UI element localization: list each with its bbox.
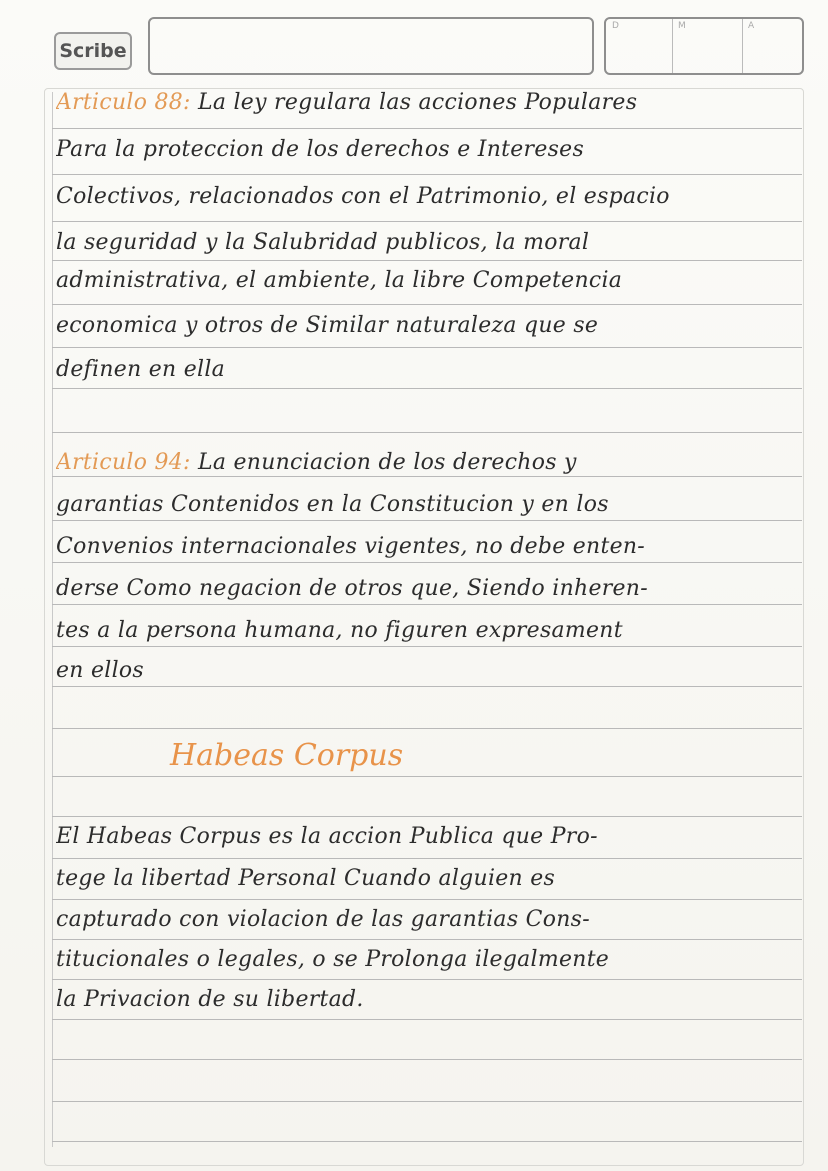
article-88-line-5: administrativa, el ambiente, la libre Competencia [56, 268, 623, 293]
ruled-line [52, 1101, 802, 1102]
date-month-label: M [678, 21, 686, 31]
ruled-line [52, 1059, 802, 1060]
article-94-text: La enunciacion de los derechos y [197, 450, 577, 475]
article-88-line-2: Para la proteccion de los derechos e Intereses [56, 137, 585, 162]
date-year-label: A [748, 21, 755, 31]
ruled-line [52, 128, 802, 129]
habeas-line-4: titucionales o legales, o se Prolonga ilegalmente [56, 947, 610, 972]
ruled-line [52, 728, 802, 729]
habeas-line-5: la Privacion de su libertad. [56, 987, 364, 1012]
ruled-line [52, 979, 802, 980]
habeas-line-3: capturado con violacion de las garantias Cons- [56, 907, 590, 932]
article-94-line-6: en ellos [56, 658, 144, 683]
date-divider [672, 19, 673, 73]
article-88-line-4: la seguridad y la Salubridad publicos, la moral [56, 230, 590, 255]
ruled-line [52, 816, 802, 817]
article-88-line-6: economica y otros de Similar naturaleza que se [56, 313, 599, 338]
article-94-line-3: Convenios internacionales vigentes, no debe enten- [56, 534, 646, 559]
article-94-line-4: derse Como negacion de otros que, Siendo inheren- [56, 576, 648, 601]
header-date-box [604, 17, 804, 75]
ruled-line [52, 432, 802, 433]
ruled-line [52, 304, 802, 305]
article-88-line-3: Colectivos, relacionados con el Patrimonio, el espacio [56, 184, 670, 209]
header-title-box [148, 17, 594, 75]
article-94-line-1 [56, 450, 800, 482]
article-88-line-1 [56, 90, 800, 122]
margin-line [52, 92, 53, 1147]
date-day-label: D [612, 21, 619, 31]
ruled-line [52, 1019, 802, 1020]
article-88-text: La ley regulara las acciones Populares [197, 90, 638, 115]
article-94-label: Articulo 94: [56, 450, 191, 475]
ruled-line [52, 939, 802, 940]
date-divider [742, 19, 743, 73]
ruled-line [52, 221, 802, 222]
ruled-line [52, 899, 802, 900]
habeas-line-1: El Habeas Corpus es la accion Publica que Pro- [56, 824, 598, 849]
ruled-line [52, 1141, 802, 1142]
ruled-line [52, 347, 802, 348]
ruled-line [52, 858, 802, 859]
article-94-line-5: tes a la persona humana, no figuren expresament [56, 618, 623, 643]
ruled-line [52, 776, 802, 777]
section-title: Habeas Corpus [170, 738, 404, 773]
habeas-line-2: tege la libertad Personal Cuando alguien es [56, 866, 556, 891]
article-88-label: Articulo 88: [56, 90, 191, 115]
ruled-line [52, 174, 802, 175]
brand-logo: Scribe [54, 32, 132, 70]
article-94-line-2: garantias Contenidos en la Constitucion y en los [56, 492, 609, 517]
article-88-line-7: definen en ella [56, 357, 226, 382]
